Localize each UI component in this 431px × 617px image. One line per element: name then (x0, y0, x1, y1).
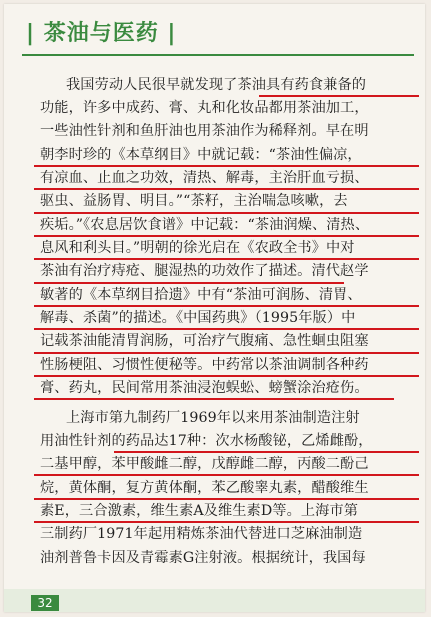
text-line: 我国劳动人民很早就发现了茶油具有药食兼备的 (66, 77, 367, 93)
text-line: 三制药厂1971年起用精炼茶油代替进口芝麻油制造 (40, 526, 363, 542)
text-line: 有凉血、止血之功效，清热、解毒，主治肝血亏损、 (40, 170, 369, 186)
red-underline (34, 498, 419, 500)
text-line: 用油性针剂的药品达17种：次水杨酸铋，乙烯雌酚， (40, 433, 373, 449)
text-line: 疾垢。”《农息居饮食谱》中记载：“茶油润燥、清热、 (40, 217, 370, 233)
text-line: 油剂普鲁卡因及青霉素G注射液。根据统计，我国每 (40, 550, 366, 566)
red-underline (259, 95, 419, 97)
red-underline (34, 521, 419, 523)
text-line: 朝李时珍的《本草纲目》中就记载：“茶油性偏凉， (40, 147, 362, 163)
text-line: 敏著的《本草纲目拾遗》中有“茶油可润肠、清胃、 (40, 287, 362, 303)
text-line: 驱虫、益肠胃、明目。”“茶籽，主治喘急咳嗽，去 (40, 193, 348, 209)
title-bar-left: | (26, 21, 36, 46)
red-underline (34, 352, 419, 354)
text-line: 解毒、杀菌”的描述。《中国药典》（1995年版）中 (40, 310, 356, 326)
text-line: 茶油有治疗痔疮、腿湿热的功效作了描述。清代赵学 (40, 263, 369, 279)
text-line: 息风和利头目。”明朝的徐光启在《农政全书》中对 (40, 240, 355, 256)
book-page (4, 4, 425, 612)
text-line: 上海市第九制药厂1969年以来用茶油制造注射 (66, 410, 360, 426)
page-number: 32 (31, 595, 59, 611)
red-underline (34, 282, 344, 284)
text-line: 素E，三合激素，维生素A及维生素D等。上海市第 (40, 503, 359, 519)
red-underline (34, 398, 394, 400)
text-line: 二基甲醇，苯甲酸雌二醇，戊醇雌二醇，丙酸二酚己 (40, 456, 369, 472)
text-line: 记载茶油能清胃润肠，可治疗气腹痛、急性蛔虫阻塞 (40, 333, 369, 349)
title-bar-right: | (167, 21, 177, 46)
red-underline (34, 212, 419, 214)
red-underline (34, 188, 419, 190)
text-line: 膏、药丸，民间常用茶油浸泡蜈蚣、螃蟹涂治疮伤。 (40, 380, 369, 396)
title-text: 茶油与医药 (43, 21, 159, 46)
red-underline (34, 474, 419, 476)
text-line: 烷，黄体酮，复方黄体酮，苯乙酸睾丸素，醋酸维生 (40, 480, 369, 496)
red-underline (34, 165, 419, 167)
red-underline (34, 258, 419, 260)
text-line: 性肠梗阻、习惯性便秘等。中药常以茶油调制各种药 (40, 357, 369, 373)
red-underline (34, 375, 419, 377)
red-underline (114, 451, 419, 453)
red-underline (34, 328, 419, 330)
text-line: 功能，许多中成药、膏、丸和化妆品都用茶油加工， (40, 100, 369, 116)
footer-band (4, 589, 425, 612)
red-underline (34, 235, 419, 237)
red-underline (34, 305, 419, 307)
text-line: 一些油性针剂和鱼肝油也用茶油作为稀释剂。早在明 (40, 123, 369, 139)
